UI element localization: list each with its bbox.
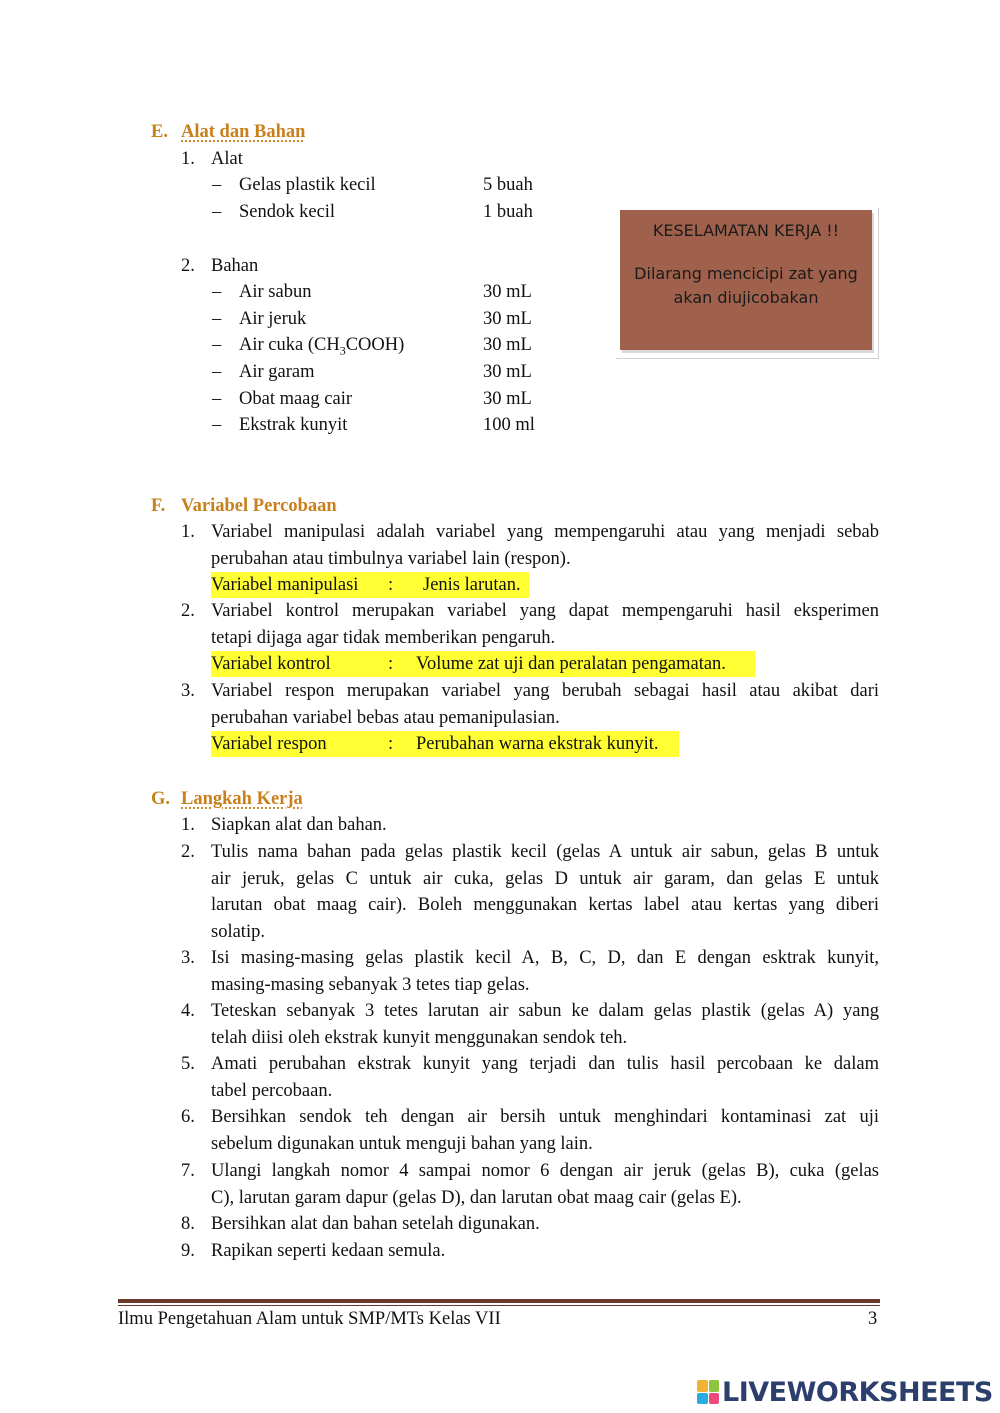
variable-value: Perubahan warna ekstrak kunyit.: [416, 734, 659, 754]
section-e-letter: E.: [151, 122, 168, 142]
alat-heading: Alat: [211, 149, 243, 169]
section-g-letter: G.: [151, 789, 171, 809]
step-number: 2.: [181, 842, 195, 862]
bahan-item-name: Air garam: [239, 362, 315, 382]
bahan-item-qty: 30 mL: [483, 309, 532, 329]
variable-line: Variabel respon merupakan variabel yang berubah sebagai hasil atau akibat dari: [211, 681, 879, 701]
list-dash: –: [212, 202, 222, 222]
variable-line: Variabel manipulasi adalah variabel yang mempengaruhi atau yang menjadi sebab: [211, 522, 879, 542]
step-text: [211, 1158, 879, 1211]
formula-pre: Air cuka (CH: [239, 335, 340, 355]
step-text: [211, 1211, 879, 1238]
variable-line: perubahan atau timbulnya variabel lain (respon).: [211, 548, 571, 569]
list-dash: –: [212, 175, 222, 195]
variable-number: 3.: [181, 681, 195, 701]
formula-post: COOH): [345, 335, 405, 355]
footer-book-title: Ilmu Pengetahuan Alam untuk SMP/MTs Kelas VII: [118, 1309, 501, 1329]
variable-value: Jenis larutan.: [423, 575, 521, 595]
variable-description: [211, 519, 879, 572]
safety-title: KESELAMATAN KERJA !!: [652, 221, 840, 240]
list-dash: –: [212, 362, 222, 382]
variable-value: Volume zat uji dan peralatan pengamatan.: [416, 654, 726, 674]
alat-item-qty: 1 buah: [483, 202, 533, 222]
variable-line: Variabel kontrol merupakan variabel yang dapat mempengaruhi hasil eksperimen: [211, 601, 879, 621]
variable-highlight: [211, 651, 755, 677]
step-line: solatip.: [211, 921, 265, 942]
step-line: air jeruk, gelas C untuk air cuka, gelas D untuk air garam, dan gelas E untuk: [211, 868, 879, 889]
logo-square: [709, 1380, 720, 1392]
variable-line: perubahan variabel bebas atau pemanipulasian.: [211, 707, 560, 728]
list-dash: –: [212, 335, 222, 355]
bahan-item-name: Ekstrak kunyit: [239, 415, 348, 435]
step-number: 1.: [181, 815, 195, 835]
footer-rule-thick: [118, 1299, 880, 1303]
step-number: 5.: [181, 1054, 195, 1074]
step-number: 8.: [181, 1214, 195, 1234]
watermark-text: LIVEWORKSHEETS: [722, 1376, 993, 1408]
step-line: Ulangi langkah nomor 4 sampai nomor 6 dengan air jeruk (gelas B), cuka (gelas: [211, 1161, 879, 1181]
step-text: [211, 1051, 879, 1104]
variable-number: 1.: [181, 522, 195, 542]
bahan-item-name: Air jeruk: [239, 309, 307, 329]
step-text: [211, 945, 879, 998]
step-line: Rapikan seperti kedaan semula.: [211, 1241, 446, 1261]
step-line: telah diisi oleh ekstrak kunyit menggunakan sendok teh.: [211, 1027, 628, 1048]
step-line: Bersihkan sendok teh dengan air bersih untuk menghindari kontaminasi zat uji: [211, 1107, 879, 1127]
variable-label: Variabel manipulasi: [211, 575, 359, 595]
bahan-item-name: Air sabun: [239, 282, 312, 302]
liveworksheets-watermark: [697, 1377, 993, 1407]
section-g-title: Langkah Kerja: [181, 789, 303, 809]
variable-description: [211, 598, 879, 651]
bahan-item-qty: 30 mL: [483, 282, 532, 302]
bahan-item-qty: 30 mL: [483, 335, 532, 355]
bahan-item-name: Obat maag cair: [239, 389, 352, 409]
section-f-title: Variabel Percobaan: [181, 496, 337, 516]
step-text: [211, 1238, 879, 1265]
logo-square: [697, 1393, 708, 1405]
logo-square: [709, 1393, 720, 1405]
alat-item-name: Sendok kecil: [239, 202, 336, 222]
bahan-heading: Bahan: [211, 256, 259, 276]
variable-line: tetapi dijaga agar tidak memberikan pengaruh.: [211, 627, 556, 648]
step-line: tabel percobaan.: [211, 1080, 333, 1101]
step-text: [211, 839, 879, 945]
footer-page-number: 3: [868, 1309, 878, 1329]
section-e-title: Alat dan Bahan: [181, 122, 306, 142]
step-line: sebelum digunakan untuk menguji bahan yang lain.: [211, 1133, 593, 1154]
step-number: 9.: [181, 1241, 195, 1261]
safety-box: [616, 208, 879, 359]
safety-text: Dilarang mencicipi zat yang akan diujicobakan: [634, 264, 858, 307]
variable-colon: :: [388, 654, 394, 674]
step-line: Tulis nama bahan pada gelas plastik kecil (gelas A untuk air sabun, gelas B untuk: [211, 842, 879, 862]
step-text: [211, 998, 879, 1051]
variable-highlight: [211, 572, 529, 598]
variable-colon: :: [388, 734, 394, 754]
liveworksheets-logo-icon: [697, 1380, 719, 1404]
variable-number: 2.: [181, 601, 195, 621]
variable-label: Variabel kontrol: [211, 654, 331, 674]
step-line: masing-masing sebanyak 3 tetes tiap gelas.: [211, 974, 530, 995]
list-dash: –: [212, 415, 222, 435]
bahan-item-qty: 30 mL: [483, 389, 532, 409]
alat-number: 1.: [181, 149, 195, 169]
list-dash: –: [212, 282, 222, 302]
bahan-item-qty: 30 mL: [483, 362, 532, 382]
logo-square: [697, 1380, 708, 1392]
formula-subscript: 3: [339, 343, 346, 358]
alat-item-name: Gelas plastik kecil: [239, 175, 376, 195]
step-text: [211, 812, 879, 839]
step-text: [211, 1104, 879, 1157]
step-number: 3.: [181, 948, 195, 968]
list-dash: –: [212, 389, 222, 409]
step-number: 7.: [181, 1161, 195, 1181]
section-f-letter: F.: [151, 496, 166, 516]
step-line: Bersihkan alat dan bahan setelah digunakan.: [211, 1214, 540, 1234]
step-line: Teteskan sebanyak 3 tetes larutan air sabun ke dalam gelas plastik (gelas A) yang: [211, 1001, 879, 1021]
bahan-item-qty: 100 ml: [483, 415, 535, 435]
step-number: 4.: [181, 1001, 195, 1021]
step-line: Amati perubahan ekstrak kunyit yang terjadi dan tulis hasil percobaan ke dalam: [211, 1054, 879, 1074]
list-dash: –: [212, 309, 222, 329]
step-line: larutan obat maag cair). Boleh menggunakan kertas label atau kertas yang diberi: [211, 895, 879, 915]
alat-item-qty: 5 buah: [483, 175, 533, 195]
step-line: Siapkan alat dan bahan.: [211, 815, 387, 835]
variable-colon: :: [388, 575, 394, 595]
bahan-number: 2.: [181, 256, 195, 276]
step-number: 6.: [181, 1107, 195, 1127]
variable-label: Variabel respon: [211, 734, 327, 754]
safety-box-panel: [620, 210, 872, 350]
step-line: C), larutan garam dapur (gelas D), dan larutan obat maag cair (gelas E).: [211, 1187, 742, 1208]
variable-highlight: [211, 731, 679, 757]
step-line: Isi masing-masing gelas plastik kecil A, B, C, D, dan E dengan esktrak kunyit,: [211, 948, 879, 968]
variable-description: [211, 678, 879, 731]
